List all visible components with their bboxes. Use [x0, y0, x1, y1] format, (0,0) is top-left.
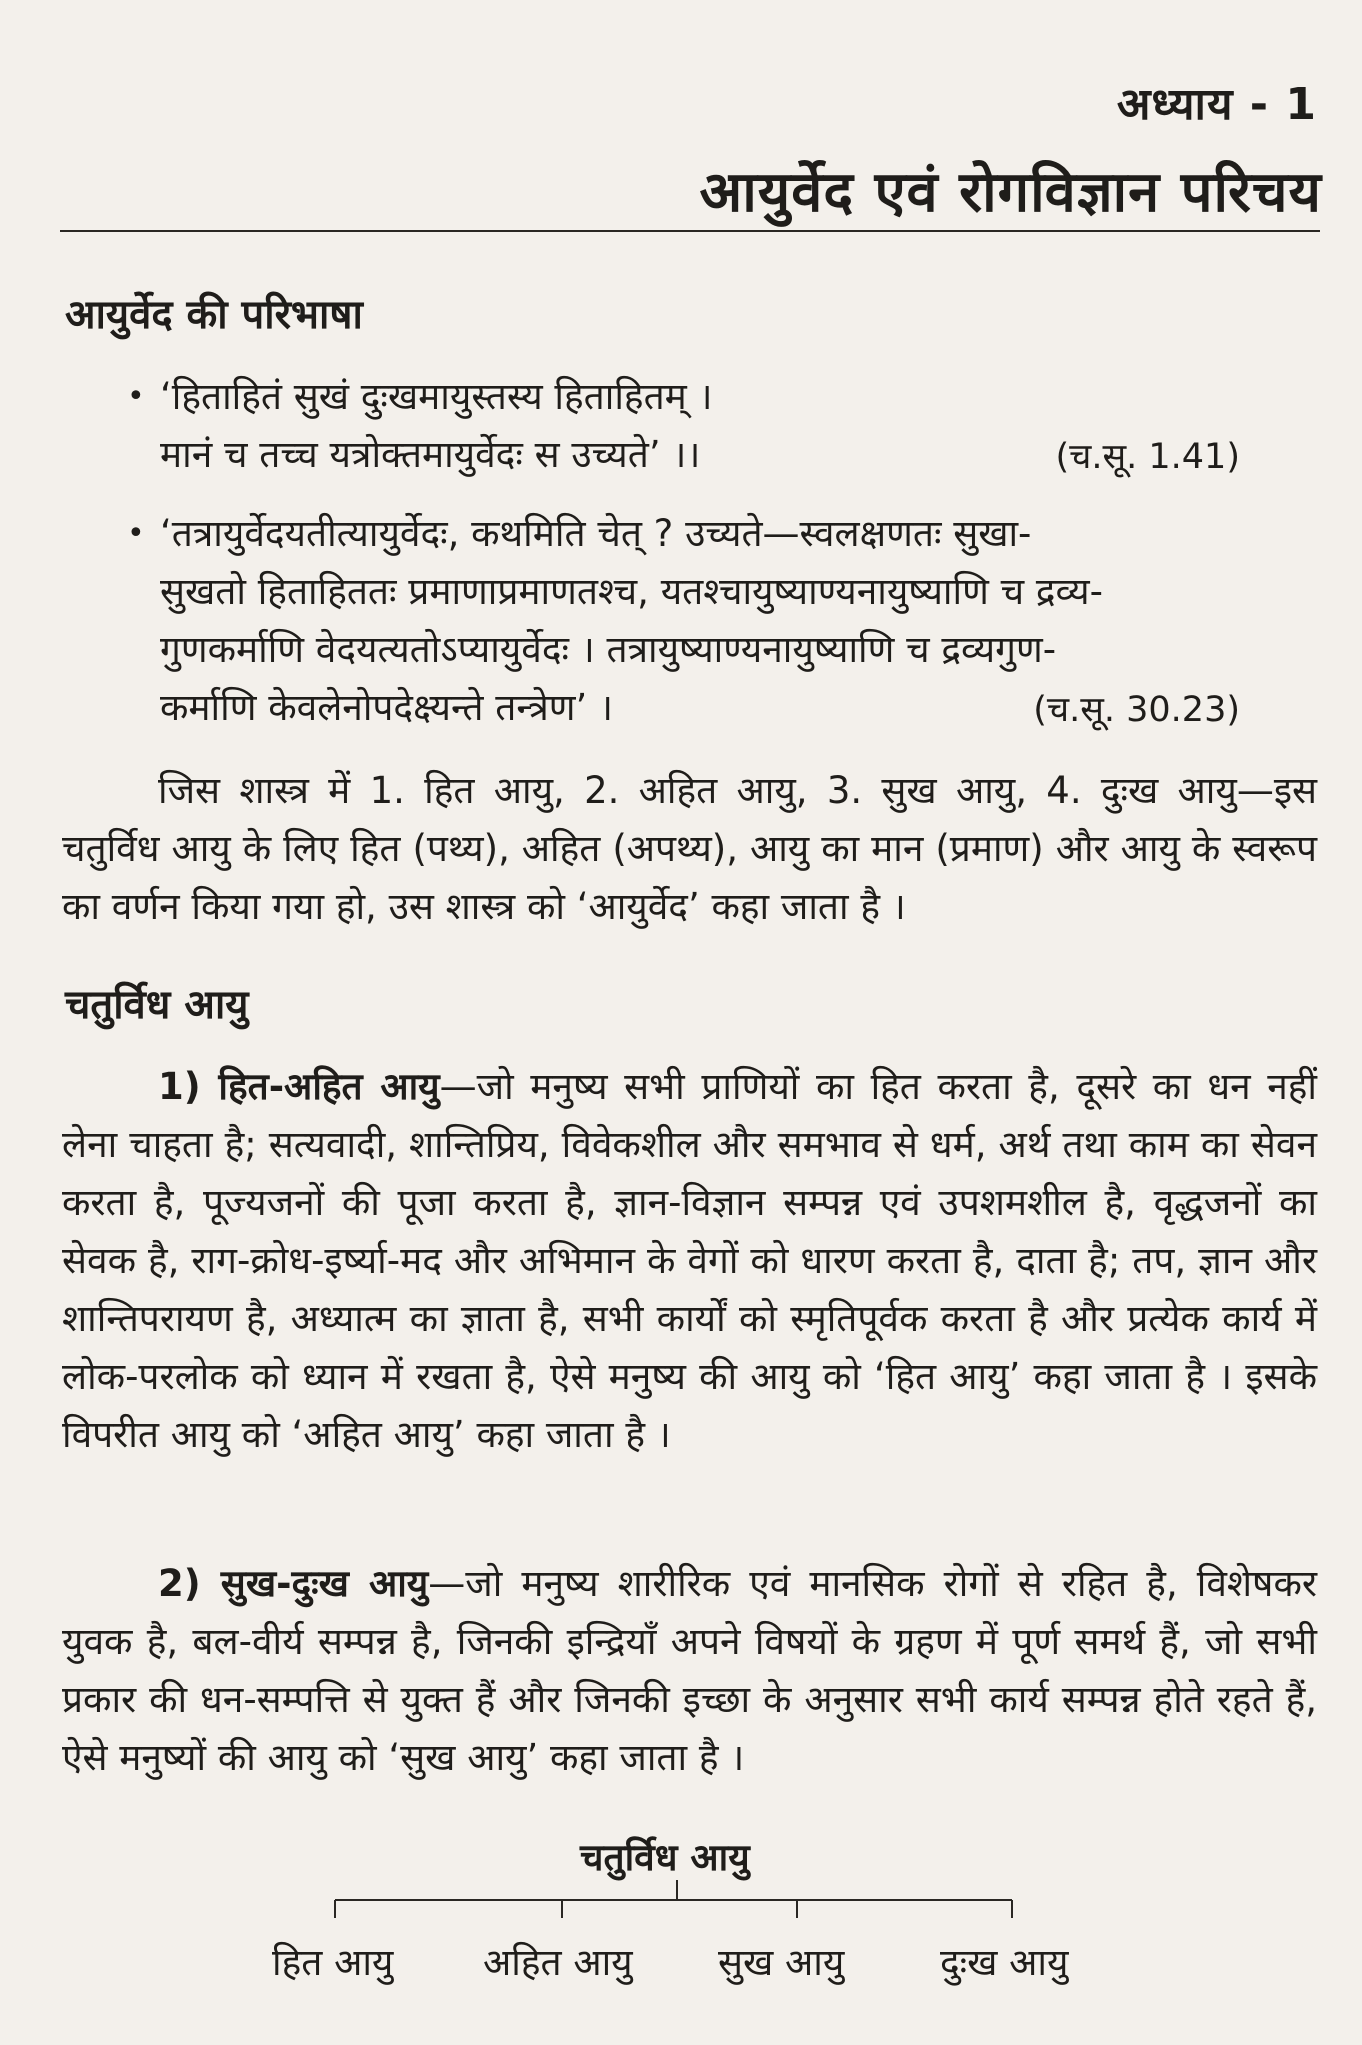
- verse-line: गुणकर्माणि वेदयत्यतोऽप्यायुर्वेदः । तत्रायुष्याण्यनायुष्याणि च द्रव्यगुण-: [160, 628, 1057, 671]
- title-divider: [60, 230, 1320, 232]
- diagram-leaf-dukh: दुःख आयु: [940, 1941, 1069, 1984]
- verse-reference: (च.सू. 1.41): [1055, 437, 1240, 477]
- diagram-leaf-hit: हित आयु: [272, 1941, 394, 1984]
- bullet-icon: •: [127, 516, 145, 551]
- diagram-leaf-sukh: सुख आयु: [718, 1941, 845, 1984]
- item-label: 2) सुख-दुःख आयु: [158, 1562, 429, 1605]
- verse-block-2: [127, 505, 1240, 737]
- bullet-icon: •: [127, 379, 145, 414]
- section-heading-four-lifespans: चतुर्विध आयु: [65, 982, 249, 1028]
- verse-line: ‘तत्रायुर्वेदयतीत्यायुर्वेदः, कथमिति चेत् ? उच्यते—स्वलक्षणतः सुखा-: [160, 512, 1032, 555]
- verse-line: सुखतो हिताहिततः प्रमाणाप्रमाणतश्च, यतश्चायुष्याण्यनायुष्याणि च द्रव्य-: [160, 570, 1103, 613]
- diagram-leaf-ahit: अहित आयु: [483, 1941, 633, 1984]
- verse-line: ‘हिताहितं सुखं दुःखमायुस्तस्य हिताहितम् ।: [160, 375, 713, 418]
- item-text: —जो मनुष्य शारीरिक एवं मानसिक रोगों से रहित है, विशेषकर युवक है, बल-वीर्य सम्पन्न है, जिनकी इन्द्रियाँ अपने विषयों के ग्रहण में पूर्ण समर्थ हैं, जो सभी प्रकार की धन-सम्पत्ति से युक्त हैं और जिनकी इच्छा के अनुसार सभी कार्य सम्पन्न होते रहते हैं, ऐसे मनुष्यों की आयु को ‘सुख आयु’ कहा जाता है ।: [62, 1562, 1317, 1779]
- item-paragraph-sukh-dukh: [62, 1555, 1317, 1787]
- item-text: —जो मनुष्य सभी प्राणियों का हित करता है, दूसरे का धन नहीं लेना चाहता है; सत्यवादी, शान्तिप्रिय, विवेकशील और समभाव से धर्म, अर्थ तथा काम का सेवन करता है, पूज्यजनों की पूजा करता है, ज्ञान-विज्ञान सम्पन्न एवं उपशमशील है, वृद्धजनों का सेवक है, राग-क्रोध-इर्ष्या-मद और अभिमान के वेगों को धारण करता है, दाता है; तप, ज्ञान और शान्तिपरायण है, अध्यात्म का ज्ञाता है, सभी कार्यों को स्मृतिपूर्वक करता है और प्रत्येक कार्य में लोक-परलोक को ध्यान में रखता है, ऐसे मनुष्य की आयु को ‘हित आयु’ कहा जाता है । इसके विपरीत आयु को ‘अहित आयु’ कहा जाता है ।: [62, 1065, 1317, 1456]
- chapter-title: आयुर्वेद एवं रोगविज्ञान परिचय: [699, 160, 1322, 225]
- verse-reference: (च.सू. 30.23): [1033, 690, 1240, 730]
- section-heading-definition: आयुर्वेद की परिभाषा: [65, 292, 363, 338]
- definition-paragraph: जिस शास्त्र में 1. हित आयु, 2. अहित आयु, 3. सुख आयु, 4. दुःख आयु—इस चतुर्विध आयु के लिए हित (पथ्य), अहित (अपथ्य), आयु का मान (प्रमाण) और आयु के स्वरूप का वर्णन किया गया हो, उस शास्त्र को ‘आयुर्वेद’ कहा जाता है ।: [62, 769, 1317, 928]
- chapter-number: अध्याय - 1: [1116, 79, 1317, 130]
- diagram-title: चतुर्विध आयु: [580, 1836, 750, 1879]
- verse-line: मानं च तच्च यत्रोक्तमायुर्वेदः स उच्यते’ ।।: [160, 433, 701, 476]
- item-paragraph-hit-ahit: [62, 1058, 1317, 1464]
- verse-line: कर्माणि केवलेनोपदेक्ष्यन्ते तन्त्रेण’ ।: [160, 686, 614, 729]
- item-label: 1) हित-अहित आयु: [158, 1065, 440, 1108]
- verse-block-1: [127, 368, 1240, 484]
